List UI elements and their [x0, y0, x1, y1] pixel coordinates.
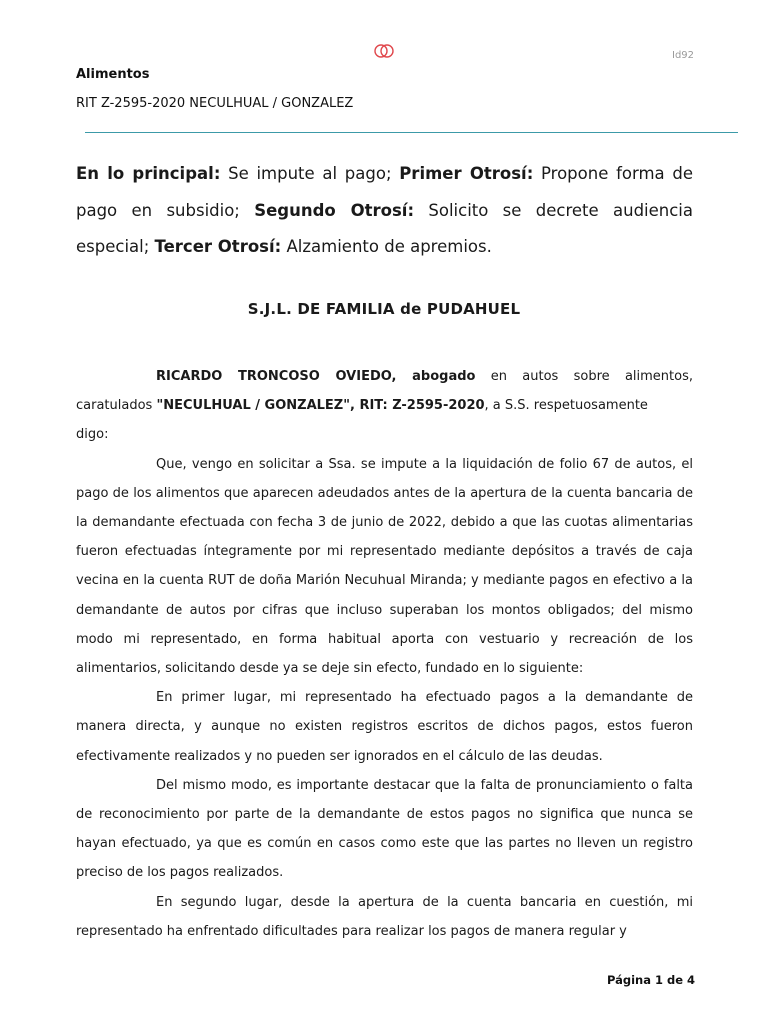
body-paragraph: En segundo lugar, desde la apertura de la cuenta bancaria en cuestión, mi representado ha enfrentado dificultades para realizar los pagos de manera regular y	[76, 894, 693, 939]
intro-tail: digo:	[76, 427, 109, 443]
summary-text-tercer: Alzamiento de apremios.	[281, 237, 492, 256]
summary-label-principal: En lo principal:	[76, 164, 221, 183]
header-divider	[85, 132, 738, 133]
summary-label-tercer: Tercer Otrosí:	[154, 237, 282, 256]
attorney-role: abogado	[396, 369, 476, 384]
intro-text-1: en autos sobre alimentos, caratulados	[76, 369, 693, 414]
body-paragraph: En primer lugar, mi representado ha efectuado pagos a la demandante de manera directa, y aunque no existen registros escritos de dichos pagos, estos fueron efectivamente realizados y no pueden ser ignorados en el cálculo de las deudas.	[76, 690, 693, 764]
rings-logo-icon	[372, 43, 396, 59]
petition-summary	[76, 156, 693, 266]
summary-text-principal: Se impute al pago;	[220, 164, 400, 183]
subject-heading: Alimentos	[76, 67, 150, 82]
case-caption: "NECULHUAL / GONZALEZ", RIT: Z-2595-2020	[156, 398, 485, 414]
intro-paragraph	[76, 362, 693, 420]
summary-text-primer: Propone forma de pago en subsidio;	[76, 164, 693, 220]
summary-label-primer: Primer Otrosí:	[399, 164, 534, 183]
case-line: RIT Z-2595-2020 NECULHUAL / GONZALEZ	[76, 96, 354, 111]
summary-text-segundo: Solicito se decrete audiencia especial;	[76, 200, 694, 256]
page-id: Id92	[672, 50, 695, 61]
summary-label-segundo: Segundo Otrosí:	[254, 200, 415, 220]
body-paragraph: Del mismo modo, es importante destacar que la falta de pronunciamiento o falta de reconocimiento por parte de la demandante de estos pagos no significa que nunca se hayan efectuado, ya que es común en casos como este que las partes no lleven un registro preciso de los pagos realizados.	[76, 777, 693, 881]
page-number: Página 1 de 4	[607, 973, 696, 987]
attorney-name: RICARDO TRONCOSO OVIEDO,	[156, 369, 397, 384]
court-title: S.J.L. DE FAMILIA de PUDAHUEL	[247, 300, 521, 318]
intro-text-2: , a S.S. respetuosamente	[484, 398, 648, 414]
body-paragraph: Que, vengo en solicitar a Ssa. se impute a la liquidación de folio 67 de autos, el pago de los alimentos que aparecen adeudados antes de la apertura de la cuenta bancaria de la demandante efectuada con fecha 3 de junio de 2022, debido a que las cuotas alimentarias fueron efectuadas íntegramente por mi representado mediante depósitos a través de caja vecina en la cuenta RUT de doña Marión Necuhual Miranda; y mediante pagos en efectivo a la demandante de autos por cifras que incluso superaban los montos obligados; del mismo modo mi representado, en forma habitual aporta con vestuario y recreación de los alimentarios, solicitando desde ya se deje sin efecto, fundado en lo siguiente:	[76, 456, 693, 677]
document-body	[76, 362, 693, 946]
